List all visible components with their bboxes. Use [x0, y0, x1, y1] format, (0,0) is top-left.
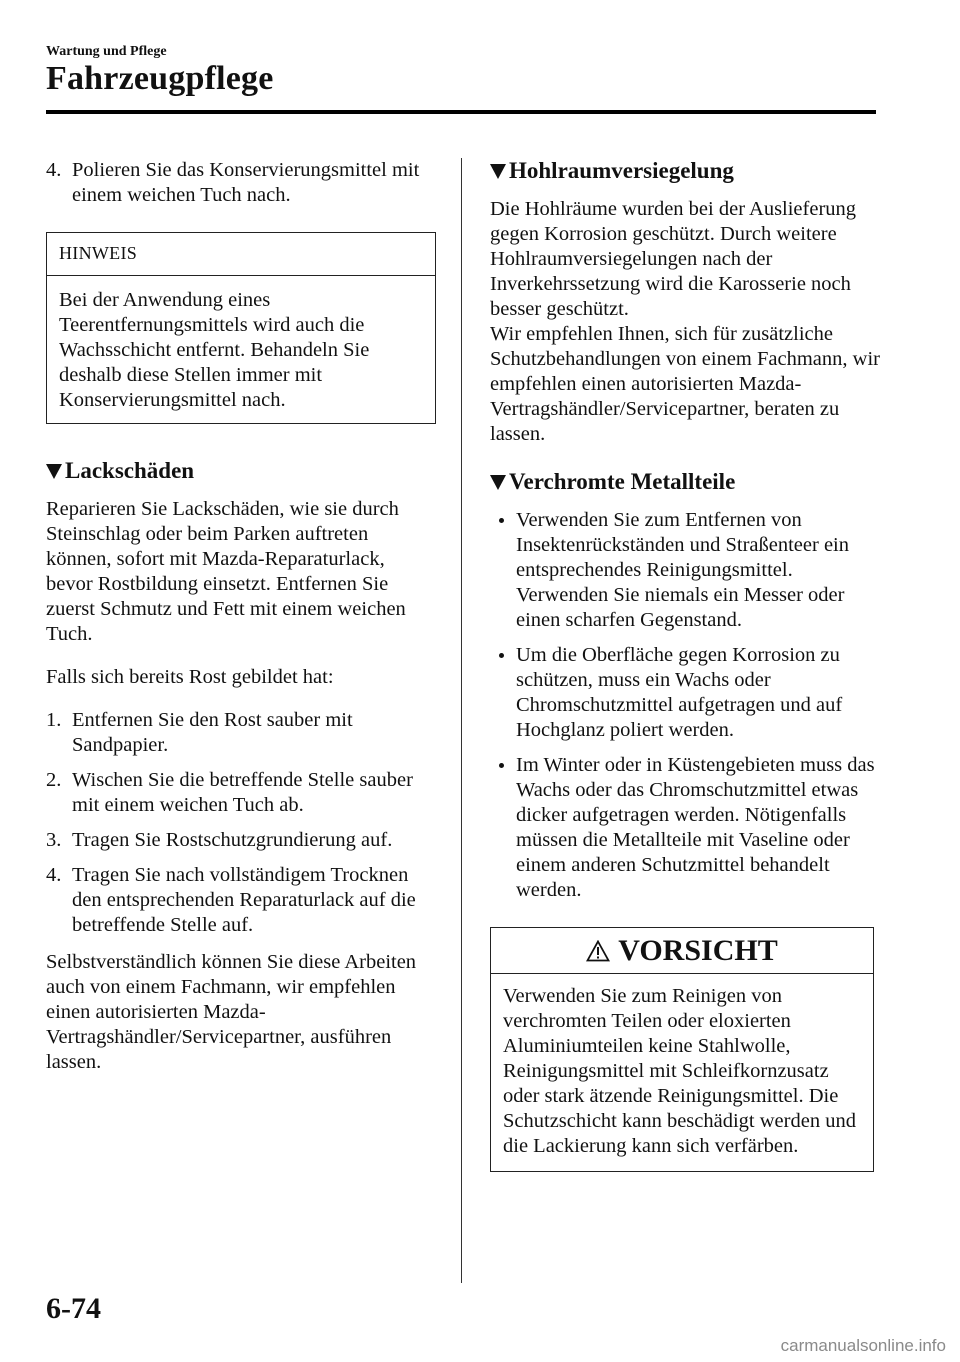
- heading-lackschaeden: [46, 458, 436, 483]
- step-item: [46, 828, 436, 853]
- lack-intro: Reparieren Sie Lackschäden, wie sie durch Steinschlag oder beim Parken auftreten können, sofort mit Mazda-Reparaturlack, bevor Rostbildung einsetzt. Entfernen Sie zuerst Schmutz und Fett mit einem weichen Tuch.: [46, 498, 406, 645]
- vorsicht-box: [490, 927, 874, 1172]
- right-column: [490, 158, 885, 1172]
- hinweis-box: [46, 232, 436, 424]
- step-text: Tragen Sie Rostschutzgrundierung auf.: [72, 829, 393, 851]
- heading-text: Lackschäden: [65, 458, 195, 483]
- step-number: 2.: [46, 769, 62, 791]
- triangle-down-icon: [46, 464, 62, 479]
- triangle-down-icon: [490, 475, 506, 490]
- hinweis-title: HINWEIS: [47, 233, 435, 276]
- bullet-icon: [499, 518, 504, 523]
- step-item: [46, 158, 436, 208]
- list-item: [490, 508, 885, 633]
- bullet-text: Um die Oberfläche gegen Korrosion zu schützen, muss ein Wachs oder Chromschutzmittel aufgetragen und auf Hochglanz poliert werden.: [516, 644, 843, 741]
- step-number: 4.: [46, 864, 62, 886]
- vorsicht-title: VORSICHT: [618, 934, 778, 967]
- hohl-text-1: Die Hohlräume wurden bei der Auslieferung gegen Korrosion geschützt. Durch weitere Hohlraumversiegelungen nach der Inverkehrssetzung wird die Karosserie noch besser geschützt.: [490, 198, 857, 320]
- bullet-icon: [499, 763, 504, 768]
- step-text: Entfernen Sie den Rost sauber mit Sandpapier.: [72, 709, 353, 756]
- list-item: [490, 753, 885, 903]
- triangle-down-icon: [490, 164, 506, 179]
- step-number: 3.: [46, 829, 62, 851]
- list-item: [490, 643, 885, 743]
- step-text: Wischen Sie die betreffende Stelle sauber mit einem weichen Tuch ab.: [72, 769, 413, 816]
- heading-text: Verchromte Metallteile: [509, 469, 736, 494]
- step-item: [46, 863, 436, 938]
- heading-text: Hohlraumversiegelung: [509, 158, 734, 183]
- heading-metallteile: [490, 469, 885, 494]
- vorsicht-header: [491, 928, 873, 974]
- step-text: Tragen Sie nach vollständigem Trocknen den entsprechenden Reparaturlack auf die betreffende Stelle auf.: [72, 864, 416, 936]
- step-text: Polieren Sie das Konservierungsmittel mit einem weichen Tuch nach.: [72, 159, 420, 206]
- bullet-text: Verwenden Sie zum Entfernen von Insektenrückständen und Straßenteer ein entsprechendes Reinigungsmittel. Verwenden Sie niemals ein Messer oder einen scharfen Gegenstand.: [516, 509, 850, 631]
- step-number: 4.: [46, 159, 62, 181]
- hinweis-text: Bei der Anwendung eines Teerentfernungsmittels wird auch die Wachsschicht entfernt. Behandeln Sie deshalb diese Stellen immer mit Konservierungsmittel nach.: [59, 289, 370, 411]
- header-rule: [46, 110, 876, 114]
- heading-hohlraum: [490, 158, 885, 183]
- step-number: 1.: [46, 709, 62, 731]
- lack-rost: Falls sich bereits Rost gebildet hat:: [46, 666, 334, 688]
- hohl-text-2: Wir empfehlen Ihnen, sich für zusätzliche Schutzbehandlungen von einem Fachmann, wir empfehlen einen autorisierten Mazda-Vertragshändler/Servicepartner, beraten zu lassen.: [490, 323, 880, 445]
- column-divider: [461, 158, 462, 1283]
- page-number: 6-74: [46, 1292, 101, 1325]
- left-column: [46, 158, 436, 1093]
- step-item: [46, 768, 436, 818]
- vorsicht-text: Verwenden Sie zum Reinigen von verchromten Teilen oder eloxierten Aluminiumteilen keine Stahlwolle, Reinigungsmittel mit Schleifkornzusatz oder stark ätzende Reinigungsmittel. Die Schutzschicht kann beschädigt werden und die Lackierung kann sich verfärben.: [503, 985, 856, 1157]
- lack-outro: Selbstverständlich können Sie diese Arbeiten auch von einem Fachmann, wir empfehlen einen autorisierten Mazda-Vertragshändler/Servicepartner, ausführen lassen.: [46, 951, 417, 1073]
- bullet-text: Im Winter oder in Küstengebieten muss das Wachs oder das Chromschutzmittel etwas dicker aufgetragen werden. Nötigenfalls müssen die Metallteile mit Vaseline oder einem anderen Schutzmittel behandelt werden.: [516, 754, 875, 901]
- warning-triangle-icon: [586, 940, 610, 962]
- section-label: Wartung und Pflege: [46, 44, 167, 59]
- page-title: Fahrzeugpflege: [46, 60, 274, 97]
- bullet-icon: [499, 653, 504, 658]
- step-item: [46, 708, 436, 758]
- watermark: carmanualsonline.info: [780, 1336, 946, 1355]
